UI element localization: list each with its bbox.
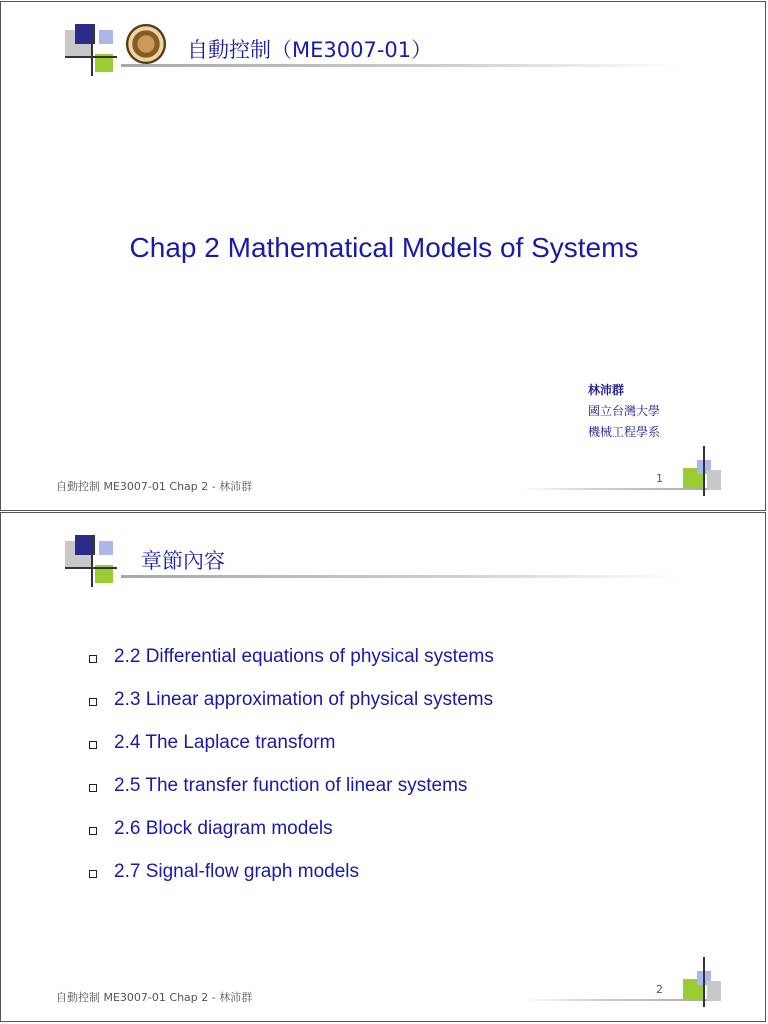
list-item: 2.4 The Laplace transform xyxy=(89,721,494,764)
square-bullet-icon xyxy=(89,827,97,835)
author-affiliation-department: 機械工程學系 xyxy=(588,425,661,439)
square-bullet-icon xyxy=(89,784,97,792)
list-item: 2.2 Differential equations of physical systems xyxy=(89,635,494,678)
list-item: 2.7 Signal-flow graph models xyxy=(89,850,494,893)
list-item: 2.6 Block diagram models xyxy=(89,807,494,850)
square-bullet-icon xyxy=(89,698,97,706)
corner-decoration-top xyxy=(65,535,127,595)
page-number: 1 xyxy=(656,472,663,485)
page-number: 2 xyxy=(656,983,663,996)
list-item: 2.3 Linear approximation of physical systems xyxy=(89,678,494,721)
slide-title: Chap 2 Mathematical Models of Systems xyxy=(129,232,639,263)
header-title: 章節內容 xyxy=(141,549,225,573)
chapter-contents-list xyxy=(89,635,494,893)
slide-1 xyxy=(0,1,766,511)
footer-text: 自動控制 ME3007-01 Chap 2 - 林沛群 xyxy=(56,480,253,493)
header-rule xyxy=(121,64,681,67)
square-bullet-icon xyxy=(89,741,97,749)
university-seal-icon xyxy=(126,24,166,64)
header-title: 自動控制（ME3007-01） xyxy=(187,38,433,62)
square-bullet-icon xyxy=(89,870,97,878)
author-block xyxy=(588,380,660,443)
square-bullet-icon xyxy=(89,655,97,663)
author-affiliation-university: 國立台灣大學 xyxy=(588,404,661,418)
corner-decoration-bottom xyxy=(673,957,735,1017)
corner-decoration-top xyxy=(65,24,127,84)
slide-2 xyxy=(0,512,766,1022)
header-rule xyxy=(121,575,681,578)
footer-text: 自動控制 ME3007-01 Chap 2 - 林沛群 xyxy=(56,991,253,1004)
list-item: 2.5 The transfer function of linear systems xyxy=(89,764,494,807)
corner-decoration-bottom xyxy=(673,446,735,506)
author-name: 林沛群 xyxy=(588,383,625,397)
